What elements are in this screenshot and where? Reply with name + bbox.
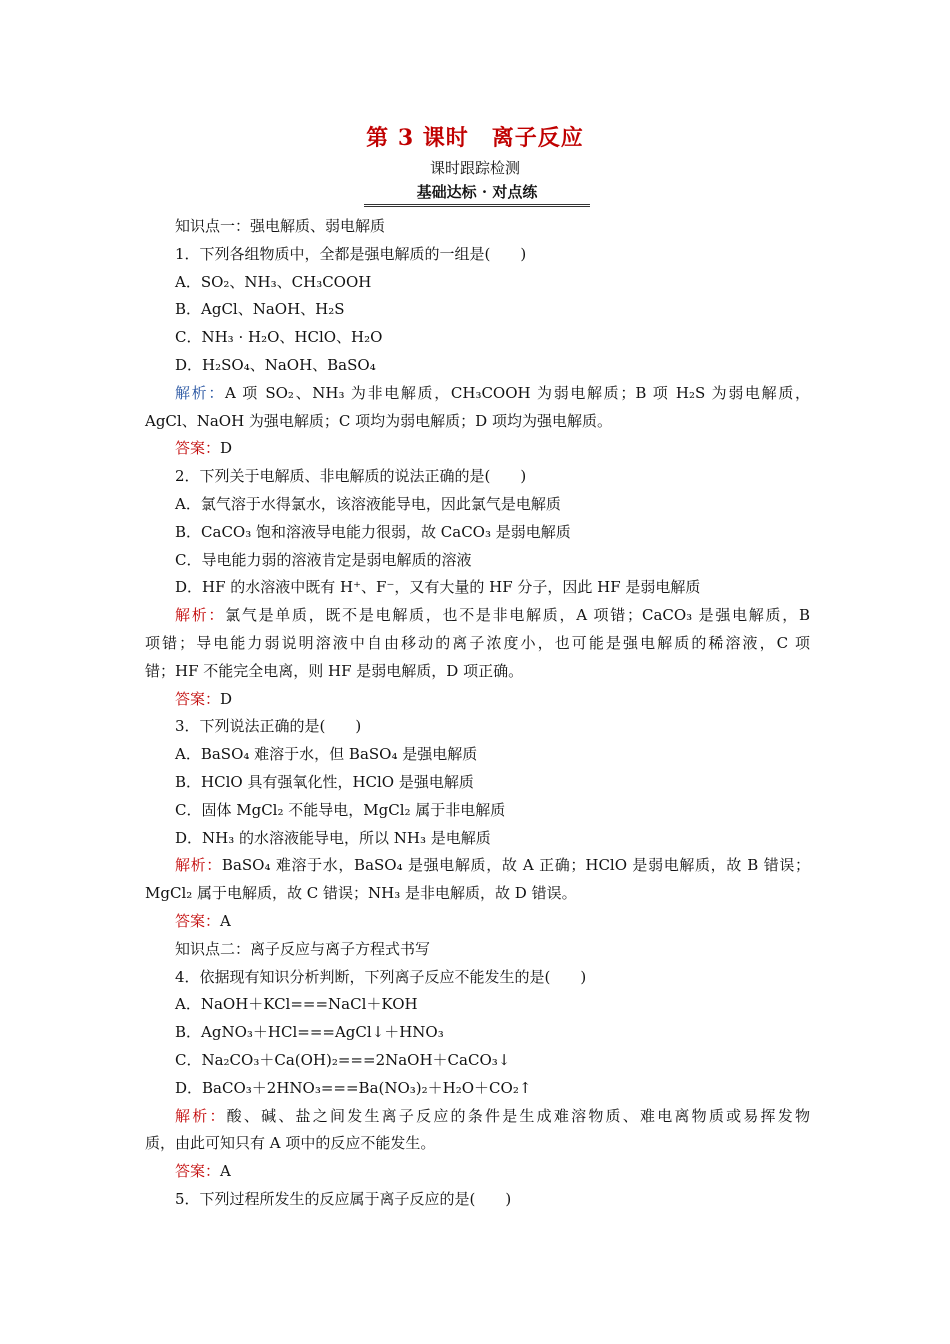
page-subtitle: 课时跟踪检测: [429, 159, 520, 177]
q1-option-b: B．AgCl、NaOH、H₂S: [175, 300, 345, 319]
q3-option-d: D．NH₃ 的水溶液能导电，所以 NH₃ 是电解质: [175, 828, 491, 847]
q3-answer: 答案：A: [175, 911, 231, 930]
section-badge: 基础达标 · 对点练: [416, 183, 538, 201]
q1-option-a: A．SO₂、NH₃、CH₃COOH: [175, 272, 372, 291]
q2-option-b: B．CaCO₃ 饱和溶液导电能力很弱，故 CaCO₃ 是弱电解质: [175, 522, 571, 541]
analysis-label: 解析：: [175, 383, 225, 402]
badge-underline-double: [364, 206, 590, 207]
q3-analysis-cont: MgCl₂ 属于电解质，故 C 错误；NH₃ 是非电解质，故 D 错误。: [145, 884, 577, 903]
q2-analysis-cont: 项错；导电能力弱说明溶液中自由移动的离子浓度小，也可能是强电解质的稀溶液，C 项: [145, 633, 810, 652]
badge-underline: [364, 204, 590, 205]
question-list: [145, 213, 810, 1214]
q3-option-b: B．HClO 具有强氧化性，HClO 是强电解质: [175, 772, 474, 791]
knowledge-point-2: 知识点二：离子反应与离子方程式书写: [175, 939, 431, 958]
analysis-label: 解析：: [175, 1106, 227, 1125]
q1-answer: 答案：D: [175, 439, 233, 458]
q1-option-c: C．NH₃ · H₂O、HClO、H₂O: [175, 328, 383, 347]
q3-option-c: C．固体 MgCl₂ 不能导电，MgCl₂ 属于非电解质: [175, 800, 506, 819]
answer-label: 答案：: [175, 689, 221, 708]
q4-option-a: A．NaOH＋KCl===NaCl＋KOH: [175, 995, 418, 1014]
q1-analysis: 解析：A 项 SO₂、NH₃ 为非电解质，CH₃COOH 为弱电解质；B 项 H₂S 为弱电解质，: [175, 383, 810, 402]
q2-analysis-cont2: 错；HF 不能完全电离，则 HF 是弱电解质，D 项正确。: [145, 661, 524, 680]
q4-answer: 答案：A: [175, 1162, 231, 1181]
q2-option-c: C．导电能力弱的溶液肯定是弱电解质的溶液: [175, 550, 472, 569]
q1-analysis-cont: AgCl、NaOH 为强电解质；C 项均为弱电解质；D 项均为强电解质。: [145, 411, 612, 430]
q4-option-b: B．AgNO₃＋HCl===AgCl↓＋HNO₃: [175, 1023, 444, 1042]
answer-label: 答案：: [175, 911, 221, 930]
q3-option-a: A．BaSO₄ 难溶于水，但 BaSO₄ 是强电解质: [175, 745, 478, 764]
q2-answer: 答案：D: [175, 689, 233, 708]
analysis-label: 解析：: [175, 606, 226, 625]
q2-option-a: A．氯气溶于水得氯水，该溶液能导电，因此氯气是电解质: [175, 494, 561, 513]
answer-label: 答案：: [175, 439, 221, 458]
q3-analysis: 解析：BaSO₄ 难溶于水，BaSO₄ 是强电解质，故 A 正确；HClO 是弱电解质，故 B 错误；: [175, 856, 810, 875]
q2-stem: 2．下列关于电解质、非电解质的说法正确的是( ): [175, 467, 527, 486]
q3-stem: 3．下列说法正确的是( ): [175, 717, 362, 736]
q4-analysis-cont: 质，由此可知只有 A 项中的反应不能发生。: [145, 1134, 436, 1153]
answer-label: 答案：: [175, 1162, 221, 1181]
analysis-label: 解析：: [175, 856, 222, 875]
q4-option-d: D．BaCO₃＋2HNO₃===Ba(NO₃)₂＋H₂O＋CO₂↑: [175, 1078, 532, 1097]
q5-stem: 5．下列过程所发生的反应属于离子反应的是( ): [175, 1189, 512, 1208]
q4-option-c: C．Na₂CO₃＋Ca(OH)₂===2NaOH＋CaCO₃↓: [175, 1050, 511, 1069]
q4-stem: 4．依据现有知识分析判断，下列离子反应不能发生的是( ): [175, 967, 587, 986]
q2-option-d: D．HF 的水溶液中既有 H⁺、F⁻，又有大量的 HF 分子，因此 HF 是弱电解质: [175, 578, 701, 597]
q2-analysis: 解析：氯气是单质，既不是电解质，也不是非电解质，A 项错；CaCO₃ 是强电解质，B: [175, 606, 810, 625]
q4-analysis: 解析：酸、碱、盐之间发生离子反应的条件是生成难溶物质、难电离物质或易挥发物: [175, 1106, 810, 1125]
q1-stem: 1．下列各组物质中，全都是强电解质的一组是( ): [175, 244, 527, 263]
q1-option-d: D．H₂SO₄、NaOH、BaSO₄: [175, 355, 376, 374]
knowledge-point-1: 知识点一：强电解质、弱电解质: [175, 217, 386, 235]
page-title: 第 3 课时 离子反应: [366, 125, 584, 151]
